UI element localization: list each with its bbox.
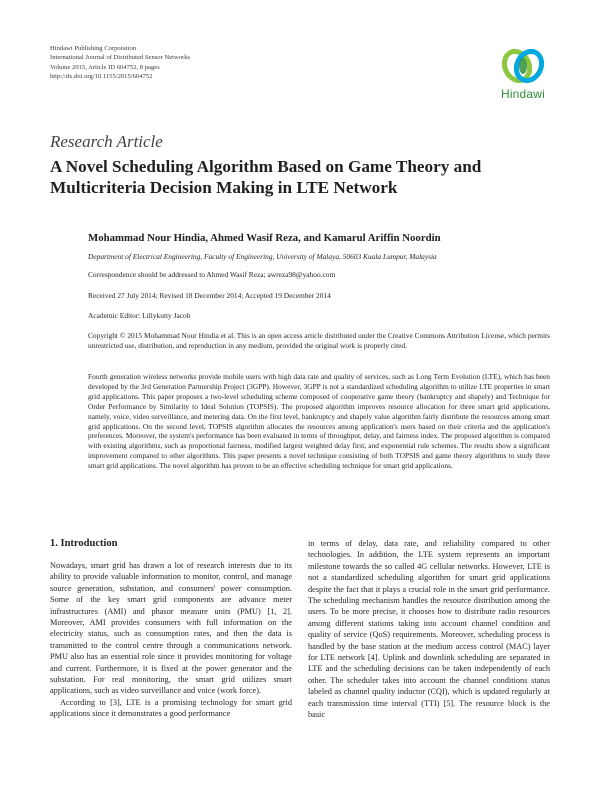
journal-header — [50, 44, 380, 81]
copyright-notice: Copyright © 2015 Mohammad Nour Hindia et al. This is an open access article distributed under the Creative Commons Attribution License, which permits unrestricted use, distribution, and reproduction in any medium, provided the original work is properly cited. — [88, 331, 550, 350]
section-heading: 1. Introduction — [50, 538, 118, 549]
journal-line: International Journal of Distributed Sensor Networks — [50, 54, 191, 62]
publisher-line: Hindawi Publishing Corporation — [50, 45, 137, 52]
intro-paragraph-1: Nowadays, smart grid has drawn a lot of research interests due to its ability to provide valuable information to monitor, control, and manage source generation, substation, and consumers' power consumption. Some of the key smart grid components are advance meter infrastructures (AMI) and phasor measure units (PMU) [1, 2]. Moreover, AMI provides consumers with full information on the electricity status, such as consumption rates, and then the data is transmitted to the control centre through a communications network. PMU also has an essential role since it provides monitoring for voltage and current. Furthermore, it is fixed at the power generator and the substation. For real monitoring, the smart grid utilizes smart applications, such as video surveillance and voice (work force). — [50, 561, 292, 696]
correspondence: Correspondence should be addressed to Ahmed Wasif Reza; awreza98@yahoo.com — [88, 270, 336, 279]
article-title: A Novel Scheduling Algorithm Based on Game Theory and Multicriteria Decision Making in LTE Network — [50, 157, 482, 197]
abstract: Fourth generation wireless networks provide mobile users with high data rate and quality of services, such as Long Term Evolution (LTE), which has been developed by the 3rd Generation Partnership Project (3GPP). However, 3GPP is not a standardized scheduling algorithm to utilize LTE properties in smart grid applications. This paper proposes a two-level scheduling scheme composed of cooperative game theory (bankruptcy and shapely) and Technique for Order Performance by Similarity to Ideal Solution (TOPSIS). The proposed algorithm improves resource allocation for three smart grid applications, namely, voice, video surveillance, and metering data. On the first level, bankruptcy and shapely value algorithm fairly distribute the resources among smart grid applications. On the second level, TOPSIS algorithm allocates the resources among application's users based on their criteria and the application's preferences. Moreover, the system's performance has been evaluated in terms of throughput, delay, and fairness index. The proposed algorithm is compared with existing algorithms, such as proportional fairness, modified largest weighted delay first, and exponential rule schemes. The results show a significant improvement compared to other algorithms. This paper presents a novel technique consisting of both TOPSIS and game theory algorithms to study three smart grid applications. The novel algorithm has proven to be an effective scheduling technique for smart grid applications. — [88, 372, 550, 471]
article-type: Research Article — [50, 132, 163, 151]
dates: Received 27 July 2014; Revised 18 December 2014; Accepted 19 December 2014 — [88, 291, 331, 300]
intro-paragraph-2: According to [3], LTE is a promising technology for smart grid applications since it demonstrates a good performance — [50, 697, 292, 719]
doi-line[interactable]: http://dx.doi.org/10.1155/2015/604752 — [50, 72, 153, 80]
right-column — [308, 538, 550, 721]
intro-paragraph-3: in terms of delay, data rate, and reliability compared to other technologies. In addition, the LTE system represents an important milestone towards the so called 4G cellular networks. However, LTE is not a standardized scheduling algorithm for smart grid applications despite the fact that it plays a crucial role in the smart grid performance. The scheduling mechanism handles the resource distribution among the users. To be more precise, it chooses how to distribute radio resources among different stations taking into account channel condition and quality of service (QoS) requirements. Moreover, scheduling process is handled by the base station at the medium access control (MAC) layer for LTE network [4]. Uplink and downlink scheduling are separated in LTE and the scheduling decisions can be taken independently of each other. The scheduler takes into account the channel conditions status labeled as channel quality inductor (CQI), which is updated regularly at each transmission time interval (TTI) [5]. The resource block is the basic — [308, 539, 550, 720]
academic-editor: Academic Editor: Lillykutty Jacob — [88, 311, 191, 320]
hindawi-logo — [497, 46, 549, 106]
affiliation: Department of Electrical Engineering, Faculty of Engineering, University of Malaya, 50603 Kuala Lumpur, Malaysia — [88, 252, 437, 261]
logo-text: Hindawi — [500, 87, 546, 101]
hindawi-logo-icon — [501, 46, 545, 86]
volume-line: Volume 2015, Article ID 604752, 8 pages — [50, 63, 160, 71]
authors: Mohammad Nour Hindia, Ahmed Wasif Reza, and Kamarul Ariffin Noordin — [88, 232, 441, 244]
left-column — [50, 538, 292, 720]
